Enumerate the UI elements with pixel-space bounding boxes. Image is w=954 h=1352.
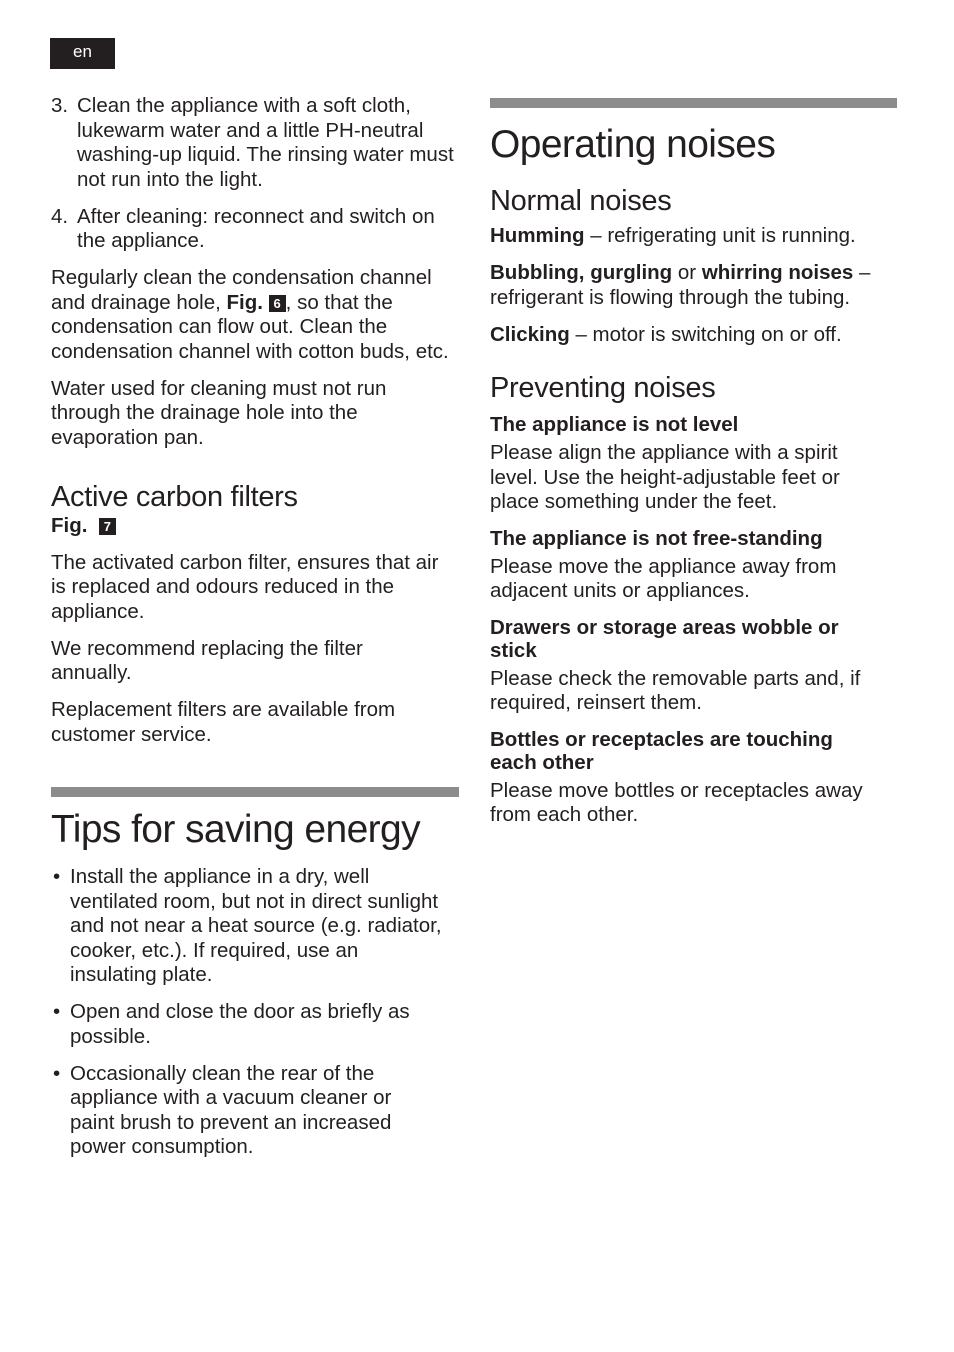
noise-term: Clicking <box>490 322 570 346</box>
prevention-item <box>490 728 895 828</box>
step-number: 3. <box>51 94 69 117</box>
bullet-icon: • <box>53 865 61 888</box>
step-text: Clean the appliance with a soft cloth, lukewarm water and a little PH-neutral washing-up liquid. The rinsing water must not run into the light. <box>77 94 454 191</box>
step-number: 4. <box>51 204 69 228</box>
prevention-item <box>490 616 880 716</box>
bubbling-paragraph <box>490 261 900 310</box>
figure-reference: Fig. <box>226 290 263 314</box>
step-item <box>51 94 457 192</box>
prevention-item <box>490 413 870 515</box>
energy-tips-list <box>51 865 461 1160</box>
energy-tips-heading: Tips for saving energy <box>51 808 421 851</box>
step-item <box>51 205 462 254</box>
prevention-text: Please move the appliance away from adjacent units or appliances. <box>490 554 837 602</box>
operating-noises-heading: Operating noises <box>490 123 776 166</box>
noise-term: whirring noises <box>701 261 854 284</box>
list-item <box>51 1000 415 1049</box>
right-column <box>490 94 900 840</box>
carbon-paragraph: Replacement filters are available from customer service. <box>51 698 396 746</box>
condensation-text-start: Regularly clean the condensation channel and drainage hole, <box>51 266 432 314</box>
prevention-title: Drawers or storage areas wobble or stick <box>490 615 839 662</box>
figure-reference: Fig. <box>51 514 88 537</box>
bullet-icon: • <box>53 1000 61 1023</box>
figure-number-badge: 6 <box>269 295 286 312</box>
prevention-title: The appliance is not free-standing <box>490 526 823 550</box>
step-text: After cleaning: reconnect and switch on the appliance. <box>77 204 435 252</box>
list-item-text: Occasionally clean the rear of the appliance with a vacuum cleaner or paint brush to prevent an increased power consumption. <box>70 1061 392 1158</box>
clicking-paragraph <box>490 323 900 348</box>
preventing-noises-heading: Preventing noises <box>490 372 716 404</box>
left-column <box>51 94 461 1172</box>
section-divider <box>51 787 459 797</box>
language-tab: en <box>50 38 115 69</box>
prevention-text: Please move bottles or receptacles away from each other. <box>490 778 863 826</box>
noise-description: – refrigerating unit is running. <box>584 224 856 247</box>
noise-connector: or <box>672 261 702 284</box>
carbon-paragraph: We recommend replacing the filter annually. <box>51 636 363 684</box>
prevention-title: The appliance is not level <box>490 413 739 436</box>
prevention-title: Bottles or receptacles are touching each other <box>490 727 833 774</box>
prevention-text: Please check the removable parts and, if required, reinsert them. <box>490 666 861 714</box>
noise-term: Humming <box>490 224 585 247</box>
bullet-icon: • <box>53 1061 61 1085</box>
list-item-text: Open and close the door as briefly as possible. <box>70 1000 410 1048</box>
noise-description: – motor is switching on or off. <box>569 322 842 346</box>
noise-term: Bubbling, gurgling <box>490 261 673 284</box>
condensation-paragraph <box>51 266 461 364</box>
carbon-figure-ref <box>51 514 461 539</box>
normal-noises-heading: Normal noises <box>490 185 672 217</box>
list-item-text: Install the appliance in a dry, well ventilated room, but not in direct sunlight and not near a heat source (e.g. radiator, cooker, etc.). If required, use an insulating plate. <box>70 865 442 986</box>
humming-paragraph <box>490 224 900 249</box>
carbon-paragraph: The activated carbon filter, ensures that air is replaced and odours reduced in the appliance. <box>51 550 439 623</box>
carbon-filters-heading: Active carbon filters <box>51 481 298 513</box>
noise-description: – refrigerant is flowing through the tubing. <box>490 261 871 309</box>
list-item <box>51 1062 430 1160</box>
list-item <box>51 865 450 988</box>
drainage-paragraph: Water used for cleaning must not run through the drainage hole into the evaporation pan. <box>51 376 387 449</box>
prevention-text: Please align the appliance with a spirit level. Use the height-adjustable feet or place something under the feet. <box>490 441 840 513</box>
condensation-text-end: , so that the condensation can flow out. Clean the condensation channel with cotton buds, etc. <box>51 290 449 363</box>
prevention-item <box>490 527 875 604</box>
figure-number-badge: 7 <box>99 518 116 535</box>
section-divider <box>490 98 897 108</box>
cleaning-steps <box>51 94 461 254</box>
